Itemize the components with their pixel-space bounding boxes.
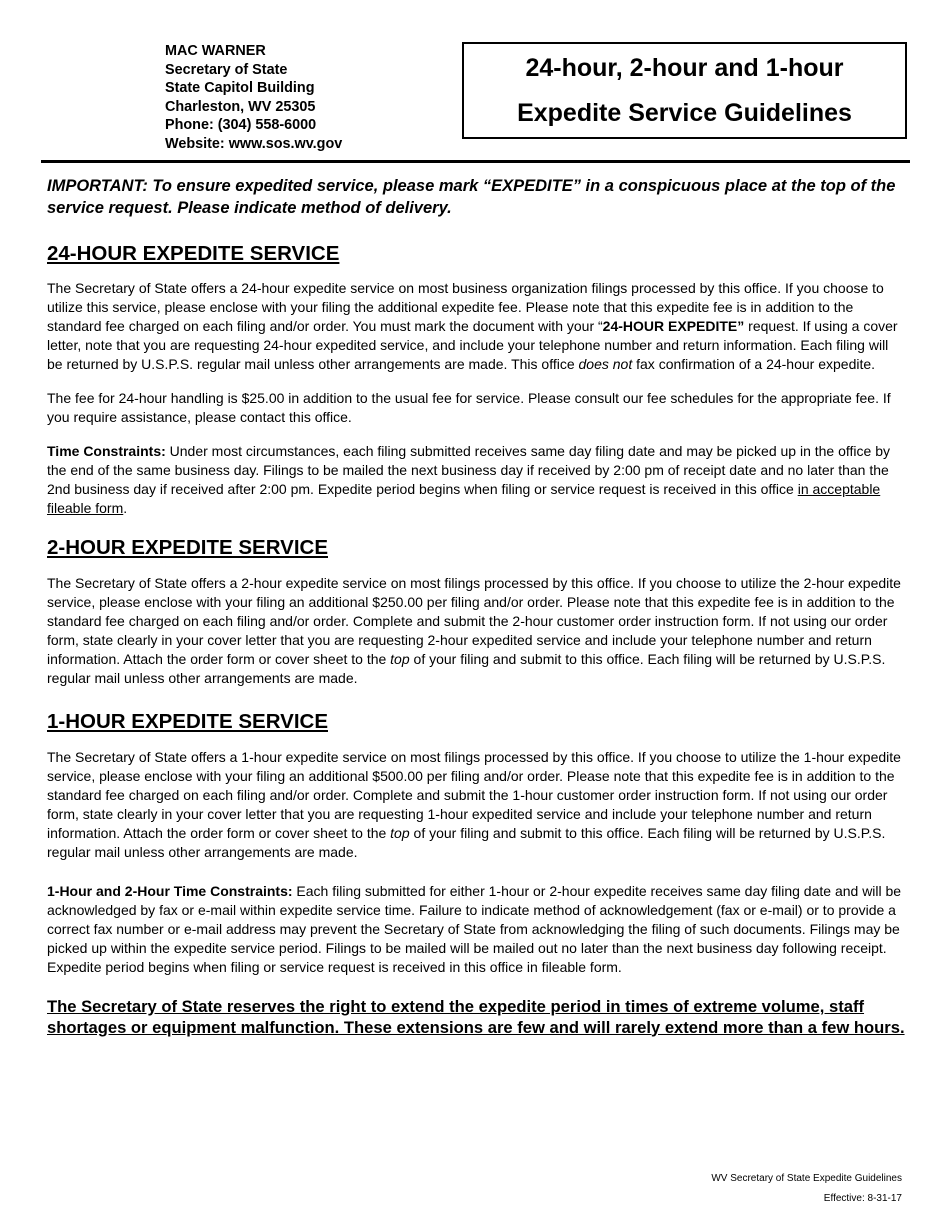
title-line-1: 24-hour, 2-hour and 1-hour	[525, 54, 844, 82]
text-run: .	[123, 500, 128, 516]
title-box	[462, 42, 907, 139]
footer-doc-name: WV Secretary of State Expedite Guidelines	[711, 1173, 902, 1184]
time-constraints-label: Time Constraints:	[47, 443, 166, 459]
heading-24-hour: 24-HOUR EXPEDITE SERVICE	[47, 242, 340, 265]
text-run-bold: 24-HOUR EXPEDITE”	[602, 318, 745, 334]
text-run: Each filing submitted for either 1-hour or 2-hour expedite receives same day filing date and will be acknowledged by fax or e-mail within expedite service time. Failure to indicate method of acknowledgement (fax or e-mail) or to provide a correct fax number or e-mail address may prevent the Secretary of State from acknowledging the filing of such documents. Filings may be picked up within the expedite service period. Filings to be mailed will be mailed out no later than the next business day following receipt. Expedite period begins when filing or service request is received in this office in fileable form.	[47, 883, 902, 975]
address-line-phone: Phone: (304) 558-6000	[165, 117, 317, 134]
address-line-building: State Capitol Building	[165, 80, 315, 97]
heading-2-hour: 2-HOUR EXPEDITE SERVICE	[47, 536, 328, 559]
text-run-italic: top	[390, 825, 410, 841]
reservation-notice: The Secretary of State reserves the right to extend the expedite period in times of extreme volume, staff shortages or equipment malfunction. These extensions are few and will rarely extend more than a few hours.	[47, 997, 905, 1037]
address-line-office: Secretary of State	[165, 61, 288, 78]
text-run-italic: top	[390, 651, 410, 667]
text-run: The Secretary of State offers a 24-hour expedite service on most business organization filings processed by this office. If you choose to utilize this service, please enclose with your filing the additional expedite fee. Please note that this expedite fee is in addition to the standard fee charged on each filing and/or order. You must mark the document with your “	[47, 280, 884, 334]
address-line-website: Website: www.sos.wv.gov	[165, 135, 343, 152]
paragraph-2-hour-service	[47, 574, 905, 688]
time-constraints-label: 1-Hour and 2-Hour Time Constraints:	[47, 883, 293, 899]
paragraph-24-hour-fee: The fee for 24-hour handling is $25.00 in addition to the usual fee for service. Please consult our fee schedules for the appropriate fee. If you require assistance, please contact this office.	[47, 390, 891, 425]
text-run: The Secretary of State offers a 1-hour expedite service on most filings processed by this office. If you choose to utilize the 1-hour expedite service, please enclose with your filing an additional $500.00 per filing and/or order. Please note that this expedite fee is in addition to the standard fee charged on each filing and/or order. Complete and submit the 1-hour customer order instruction form. If not using our order form, state clearly in your cover letter that you are requesting 1-hour expedited service and include your telephone number and return information. Attach the order form or cover sheet to the	[47, 749, 901, 841]
important-notice: IMPORTANT: To ensure expedited service, please mark “EXPEDITE” in a conspicuous place at the top of the service request. Please indicate method of delivery.	[47, 177, 896, 217]
text-run-italic: does not	[578, 356, 633, 372]
paragraph-24-hour-time-constraints	[47, 442, 905, 518]
text-run: Under most circumstances, each filing submitted receives same day filing date and may be picked up in the office by the end of the same business day. Filings to be mailed the next business day if received by 2:00 pm of receipt date and no later than the 2nd business day if received after 2:00 pm. Expedite period begins when filing or service request is received in this office	[47, 443, 890, 497]
text-run-underline: in acceptable fileable form	[47, 481, 881, 516]
header-divider	[41, 160, 910, 163]
heading-1-hour: 1-HOUR EXPEDITE SERVICE	[47, 710, 328, 733]
paragraph-1-hour-service	[47, 748, 905, 862]
text-run: fax confirmation of a 24-hour expedite.	[632, 356, 876, 372]
document-body	[47, 175, 905, 1038]
footer-effective-date: Effective: 8-31-17	[823, 1193, 902, 1204]
text-run: of your filing and submit to this office. Each filing will be returned by U.S.P.S. regular mail unless other arrangements are made.	[47, 825, 886, 860]
paragraph-1-2-hour-time-constraints	[47, 882, 905, 977]
address-block	[165, 42, 342, 154]
title-line-2: Expedite Service Guidelines	[517, 99, 852, 127]
paragraph-24-hour-service	[47, 279, 905, 374]
text-run: The Secretary of State offers a 2-hour expedite service on most filings processed by this office. If you choose to utilize the 2-hour expedite service, please enclose with your filing an additional $250.00 per filing and/or order. Please note that this expedite fee is in addition to the standard fee charged on each filing and/or order. Complete and submit the 2-hour customer order instruction form. If not using our order form, state clearly in your cover letter that you are requesting 2-hour expedited service and include your telephone number and return information. Attach the order form or cover sheet to the	[47, 575, 901, 667]
text-run: request. If using a cover letter, note that you are requesting 24-hour expedited service, and include your telephone number and return information. Each filing will be returned by U.S.P.S. regular mail unless other arrangements are made. This office	[47, 318, 898, 372]
text-run: of your filing and submit to this office. Each filing will be returned by U.S.P.S. regular mail unless other arrangements are made.	[47, 651, 886, 686]
address-line-name: MAC WARNER	[165, 43, 266, 59]
address-line-city: Charleston, WV 25305	[165, 98, 316, 115]
